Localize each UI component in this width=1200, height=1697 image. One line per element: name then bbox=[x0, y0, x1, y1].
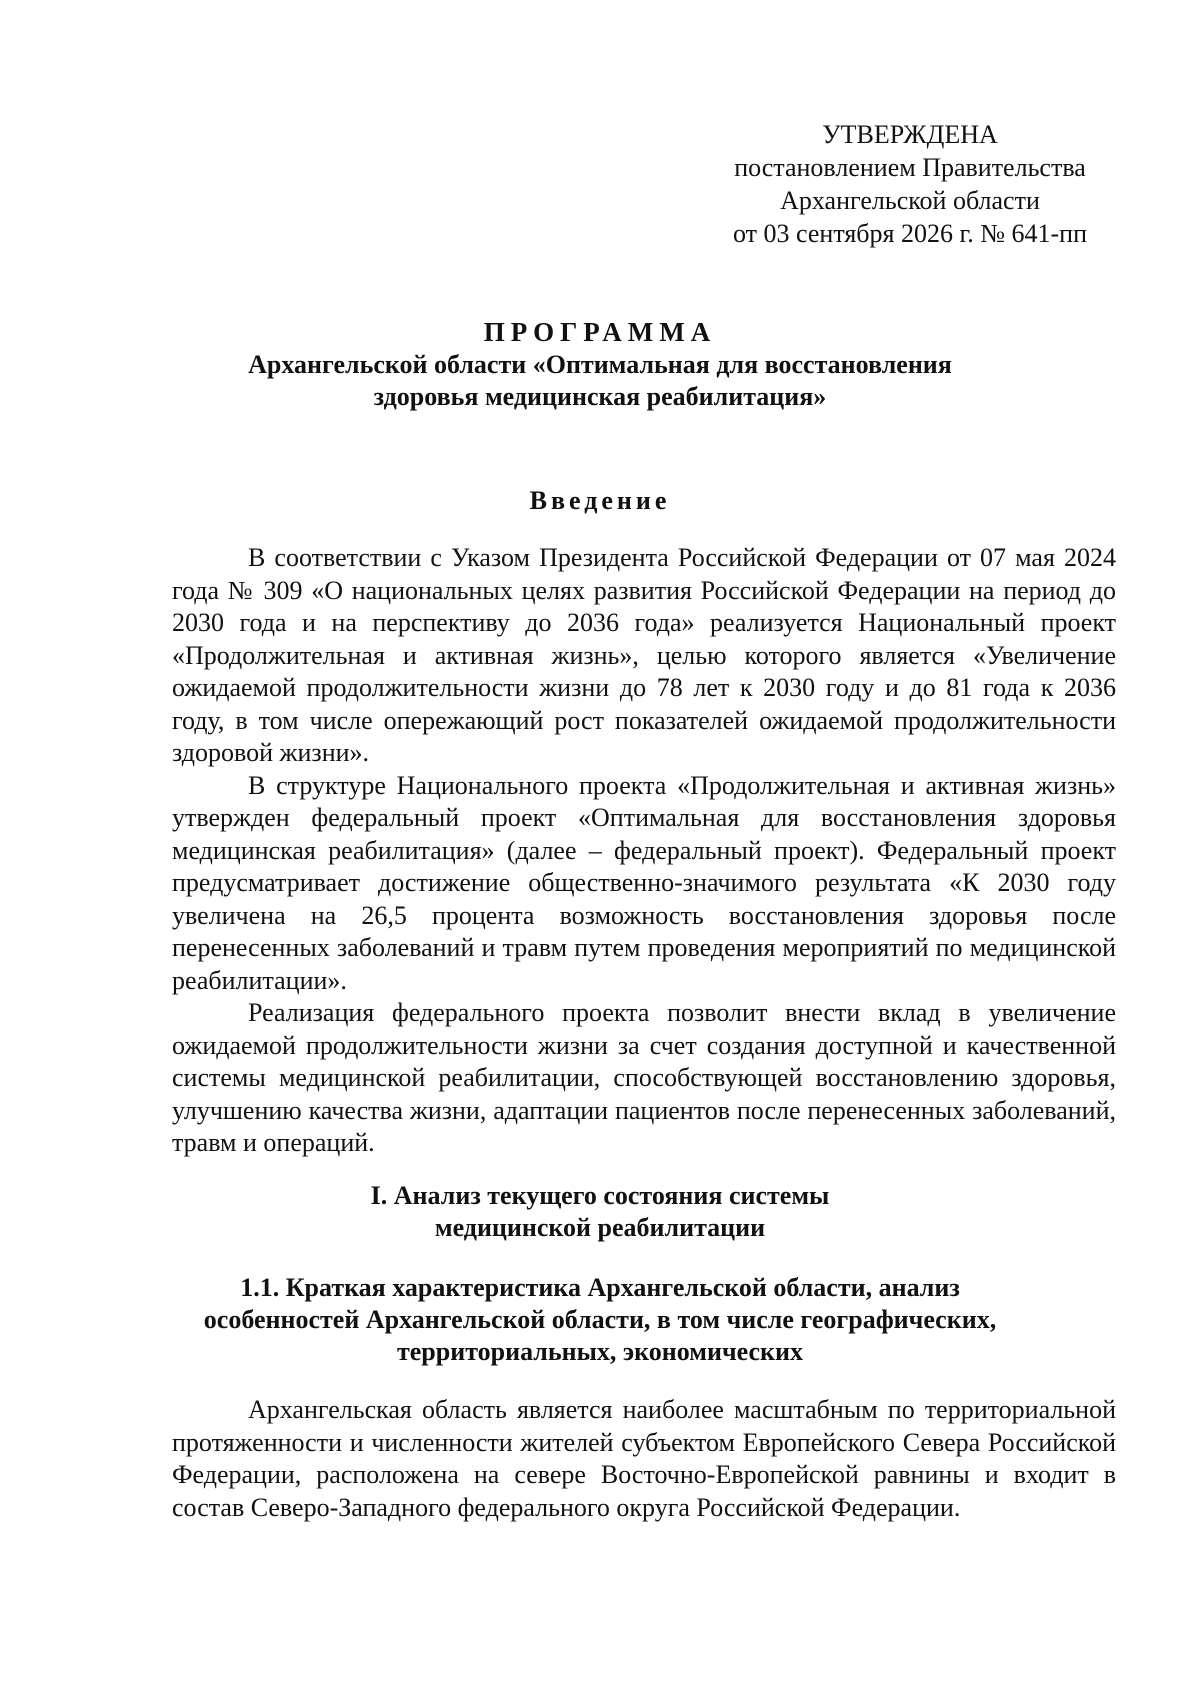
section-1-heading-line-1: I. Анализ текущего состояния системы bbox=[370, 1181, 830, 1210]
section-1-1-heading-line-3: территориальных, экономических bbox=[397, 1337, 803, 1366]
section-1-1-heading-line-2: особенностей Архангельской области, в том числе географических, bbox=[203, 1305, 997, 1334]
approval-authority: Архангельской области bbox=[780, 186, 1040, 215]
approval-date-number: от 03 сентября 2026 г. № 641-пп bbox=[732, 219, 1088, 248]
intro-section bbox=[172, 542, 1116, 1160]
intro-paragraph-2: В структуре Национального проекта «Продолжительная и активная жизнь» утвержден федеральный проект «Оптимальная для восстановления здоровья медицинская реабилитация» (далее – федеральный проект). Федеральный проект предусматривает достижение общественно-значимого результата «К 2030 году увеличена на 26,5 процента возможность восстановления здоровья после перенесенных заболеваний и травм путем проведения мероприятий по медицинской реабилитации». bbox=[172, 770, 1116, 995]
section-1-1-heading bbox=[170, 1272, 1030, 1368]
approval-stamp bbox=[700, 118, 1120, 250]
region-section bbox=[172, 1394, 1116, 1524]
program-title-line-2: здоровья медицинская реабилитация» bbox=[373, 382, 827, 411]
document-title bbox=[170, 316, 1030, 413]
region-paragraph: Архангельская область является наиболее масштабным по территориальной протяженности и численности жителей субъектом Европейского Севера Российской Федерации, расположена на севере Восточно-Европейской равнины и входит в состав Северо-Западного федерального округа Российской Федерации. bbox=[172, 1395, 1116, 1522]
intro-paragraph-3: Реализация федерального проекта позволит внести вклад в увеличение ожидаемой продолжительности жизни за счет создания доступной и качественной системы медицинской реабилитации, способствующей восстановлению здоровья, улучшению качества жизни, адаптации пациентов после перенесенных заболеваний, травм и операций. bbox=[172, 998, 1116, 1157]
approval-basis: постановлением Правительства bbox=[734, 153, 1086, 182]
intro-paragraph-1: В соответствии с Указом Президента Российской Федерации от 07 мая 2024 года № 309 «О национальных целях развития Российской Федерации на период до 2030 года и на перспективу до 2036 года» реализуется Национальный проект «Продолжительная и активная жизнь», целью которого является «Увеличение ожидаемой продолжительности жизни до 78 лет к 2030 году и до 81 года к 2036 году, в том числе опережающий рост показателей ожидаемой продолжительности здоровой жизни». bbox=[172, 543, 1116, 767]
program-word: ПРОГРАММА bbox=[483, 317, 717, 347]
section-1-heading-line-2: медицинской реабилитации bbox=[434, 1213, 766, 1242]
section-1-heading bbox=[170, 1180, 1030, 1244]
program-title-line-1: Архангельской области «Оптимальная для восстановления bbox=[248, 350, 952, 379]
approval-status: УТВЕРЖДЕНА bbox=[822, 120, 998, 149]
intro-heading: Введение bbox=[529, 486, 671, 515]
section-1-1-heading-line-1: 1.1. Краткая характеристика Архангельской области, анализ bbox=[240, 1273, 960, 1302]
